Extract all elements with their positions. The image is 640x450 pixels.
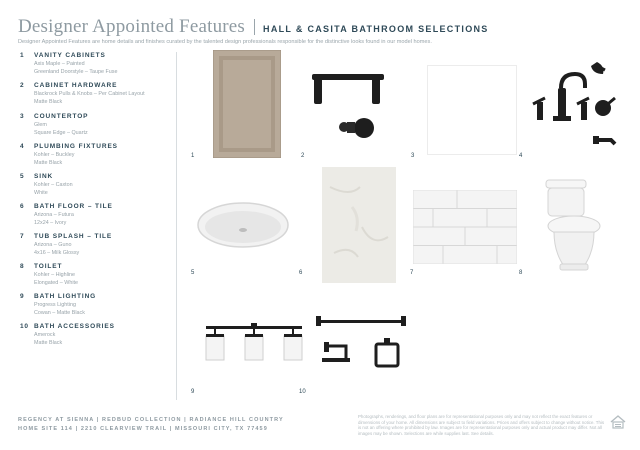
footer-community: REGENCY AT SIENNA | REDBUD COLLECTION | RADIANCE HILL COUNTRY bbox=[18, 417, 284, 423]
sink-image bbox=[196, 200, 290, 250]
spec-detail: Cowan – Matte Black bbox=[34, 310, 85, 316]
spec-detail: Elongated – White bbox=[34, 280, 79, 286]
spec-detail: Matte Black bbox=[34, 99, 63, 105]
spec-title: COUNTERTOP bbox=[34, 113, 89, 120]
spec-number: 5 bbox=[20, 173, 25, 180]
vertical-divider bbox=[176, 52, 177, 400]
spec-title: CABINET HARDWARE bbox=[34, 82, 118, 89]
item-number-5: 5 bbox=[191, 270, 195, 276]
spec-number: 2 bbox=[20, 82, 25, 89]
footer-disclaimer: Photographs, renderings, and floor plans are for representational purposes only and may not reflect the exact features or dimensions of your home. All dimensions are subject to field variations. Prices and offers subject to change without notice. This is not an offering where prohibited by law. Images are for representational purposes only and actual product may differ. Not all images may be shown. Selections are while supplies last. See details. bbox=[358, 414, 605, 437]
spec-number: 9 bbox=[20, 293, 25, 300]
spec-detail: Progress Lighting bbox=[34, 302, 76, 308]
tub-splash-tile-image bbox=[413, 190, 517, 264]
item-number-1: 1 bbox=[191, 153, 195, 159]
spec-title: TOILET bbox=[34, 263, 63, 270]
item-number-9: 9 bbox=[191, 389, 195, 395]
spec-number: 8 bbox=[20, 263, 25, 270]
item-number-2: 2 bbox=[301, 153, 305, 159]
plumbing-fixtures-image bbox=[531, 58, 623, 154]
item-number-10: 10 bbox=[299, 389, 306, 395]
spec-title: SINK bbox=[34, 173, 54, 180]
spec-detail: Blackrock Pulls & Knobs – Per Cabinet Layout bbox=[34, 91, 145, 97]
spec-detail: Matte Black bbox=[34, 160, 63, 166]
spec-number: 7 bbox=[20, 233, 25, 240]
spec-detail: Arizona – Futura bbox=[34, 212, 74, 218]
spec-title: BATH FLOOR – TILE bbox=[34, 203, 113, 210]
spec-number: 6 bbox=[20, 203, 25, 210]
spec-detail: Kohler – Highline bbox=[34, 272, 76, 278]
title-divider bbox=[254, 19, 255, 35]
spec-detail: Amerock bbox=[34, 332, 56, 338]
spec-number: 10 bbox=[20, 323, 29, 330]
spec-detail: Matte Black bbox=[34, 340, 63, 346]
spec-detail: Glem bbox=[34, 122, 47, 128]
spec-number: 4 bbox=[20, 143, 25, 150]
footer-address bbox=[18, 417, 284, 435]
countertop-image bbox=[427, 65, 517, 155]
spec-title: BATH LIGHTING bbox=[34, 293, 97, 300]
spec-detail: Axis Maple – Painted bbox=[34, 61, 85, 67]
toilet-image bbox=[540, 176, 608, 276]
spec-detail: Square Edge – Quartz bbox=[34, 130, 88, 136]
page-header bbox=[18, 16, 489, 38]
spec-title: PLUMBING FIXTURES bbox=[34, 143, 118, 150]
spec-detail: White bbox=[34, 190, 48, 196]
intro-text: Designer Appointed Features are home details and finishes curated by the talented design professionals responsible for the distinctive looks found in our model homes. bbox=[18, 39, 432, 45]
spec-detail: 4x16 – Milk Glossy bbox=[34, 250, 80, 256]
spec-number: 3 bbox=[20, 113, 25, 120]
item-number-4: 4 bbox=[519, 153, 523, 159]
item-number-8: 8 bbox=[519, 270, 523, 276]
spec-detail: 12x24 – Ivory bbox=[34, 220, 67, 226]
bath-lighting-image bbox=[204, 322, 304, 362]
item-number-3: 3 bbox=[411, 153, 415, 159]
equal-housing-icon bbox=[610, 415, 626, 429]
bath-accessories-image bbox=[314, 312, 408, 374]
item-number-6: 6 bbox=[299, 270, 303, 276]
spec-title: TUB SPLASH – TILE bbox=[34, 233, 113, 240]
spec-number: 1 bbox=[20, 52, 25, 59]
footer-homesite: HOME SITE 114 | 2210 CLEARVIEW TRAIL | MISSOURI CITY, TX 77459 bbox=[18, 426, 268, 432]
spec-detail: Kohler – Buckley bbox=[34, 152, 75, 158]
floor-tile-image bbox=[322, 167, 396, 283]
spec-title: BATH ACCESSORIES bbox=[34, 323, 115, 330]
page-subtitle: HALL & CASITA BATHROOM SELECTIONS bbox=[263, 24, 489, 34]
vanity-cabinet-image bbox=[213, 50, 281, 158]
spec-detail: Arizona – Guno bbox=[34, 242, 72, 248]
spec-title: VANITY CABINETS bbox=[34, 52, 106, 59]
spec-detail: Greenland Doorstyle – Taupe Fuse bbox=[34, 69, 118, 75]
cabinet-hardware-image bbox=[306, 60, 388, 142]
spec-detail: Kohler – Caxton bbox=[34, 182, 73, 188]
page-title: Designer Appointed Features bbox=[18, 16, 246, 37]
item-number-7: 7 bbox=[410, 270, 414, 276]
